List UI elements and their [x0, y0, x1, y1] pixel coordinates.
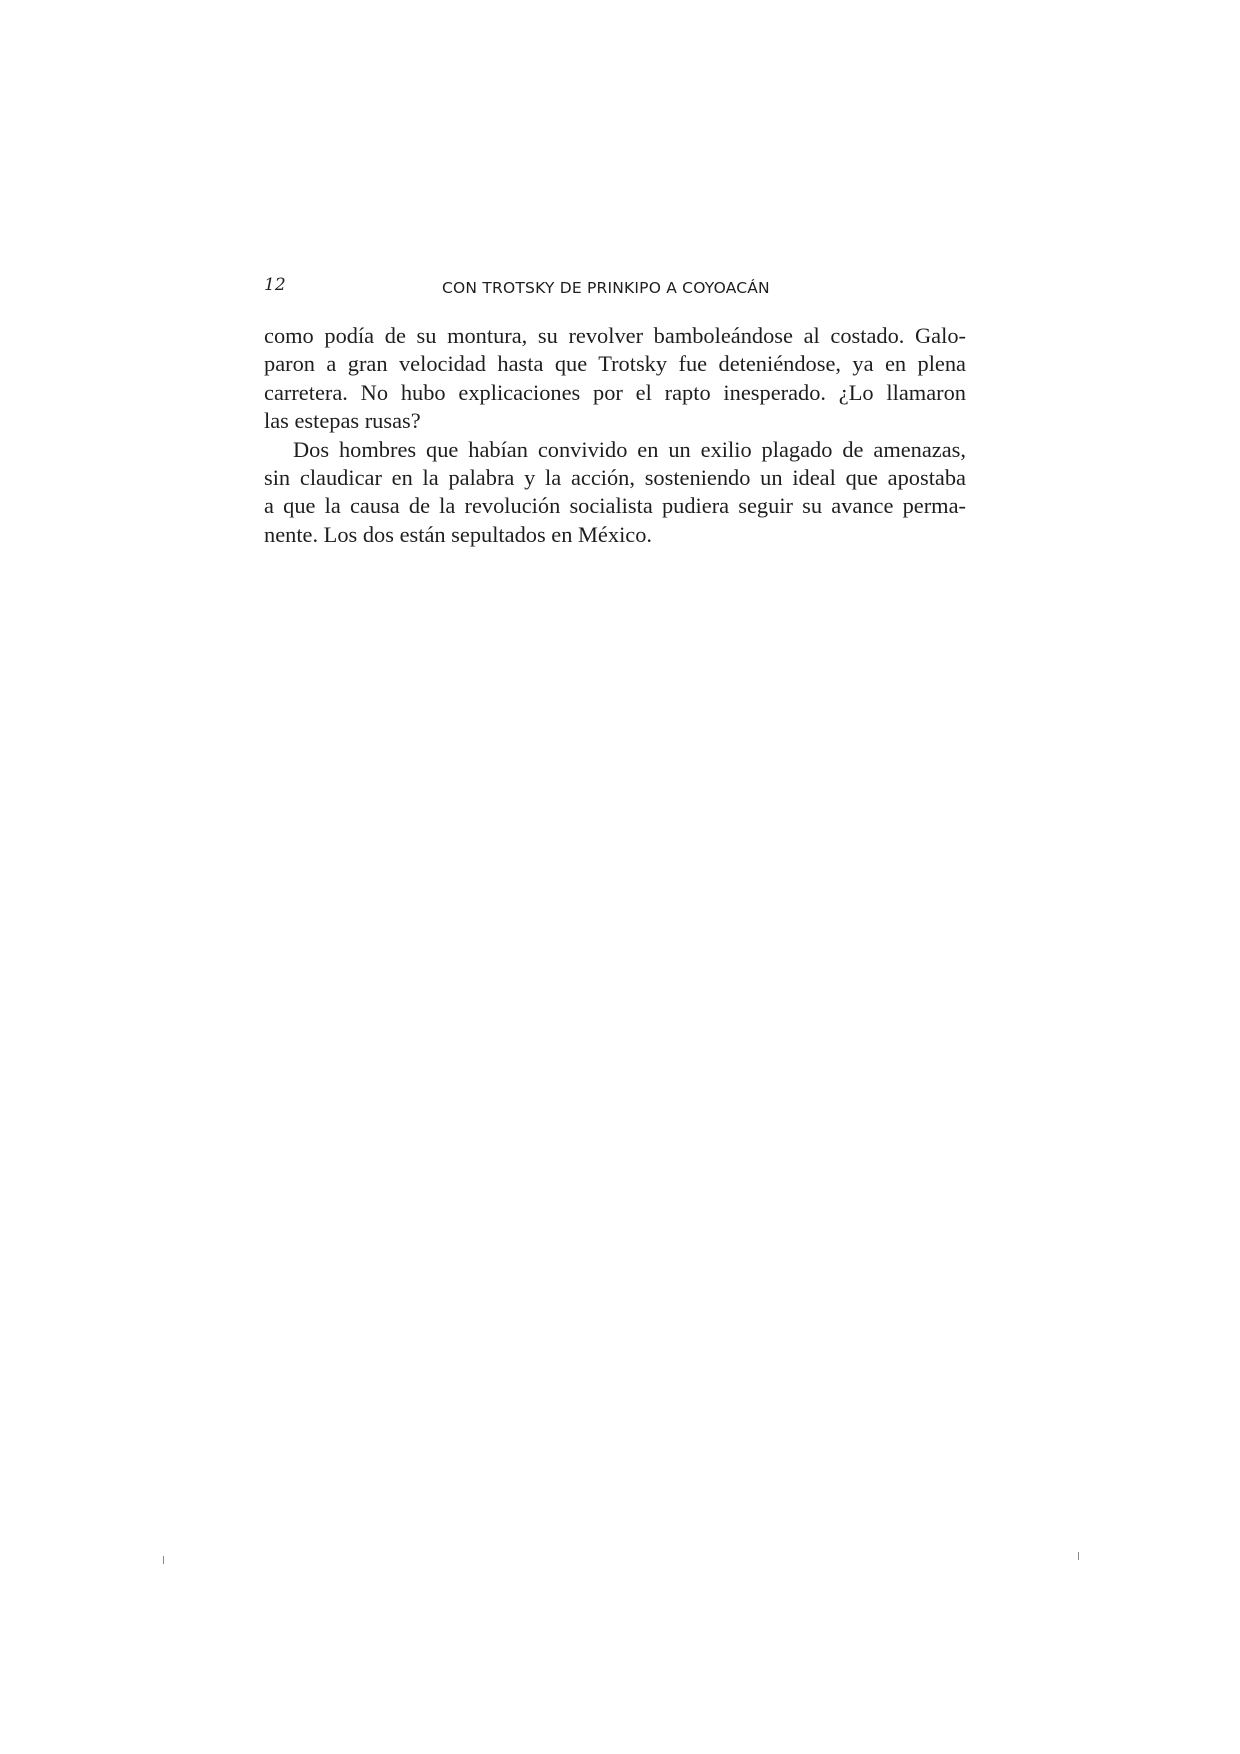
- text-line: a que la causa de la revolución socialista pudiera seguir su avance perma-: [264, 493, 966, 519]
- paragraph: [264, 436, 966, 550]
- text-line: carretera. No hubo explicaciones por el rapto inesperado. ¿Lo llamaron: [264, 379, 966, 405]
- page-number: 12: [264, 275, 286, 295]
- text-line: como podía de su montura, su revolver bamboleándose al costado. Galo-: [264, 323, 966, 348]
- text-line: paron a gran velocidad hasta que Trotsky fue deteniéndose, ya en plena: [264, 351, 966, 377]
- body-text: [264, 322, 966, 549]
- running-title: CON TROTSKY DE PRINKIPO A COYOACÁN: [442, 279, 770, 297]
- text-line: nente. Los dos están sepultados en México.: [264, 521, 653, 547]
- paragraph: [264, 322, 966, 436]
- text-line: sin claudicar en la palabra y la acción, sosteniendo un ideal que apostaba: [264, 465, 966, 491]
- crop-mark-right: [1078, 1552, 1079, 1560]
- running-head: [264, 274, 966, 304]
- crop-mark-left: [163, 1556, 164, 1564]
- text-line: Dos hombres que habían convivido en un exilio plagado de amenazas,: [293, 436, 966, 462]
- text-line: las estepas rusas?: [264, 408, 421, 434]
